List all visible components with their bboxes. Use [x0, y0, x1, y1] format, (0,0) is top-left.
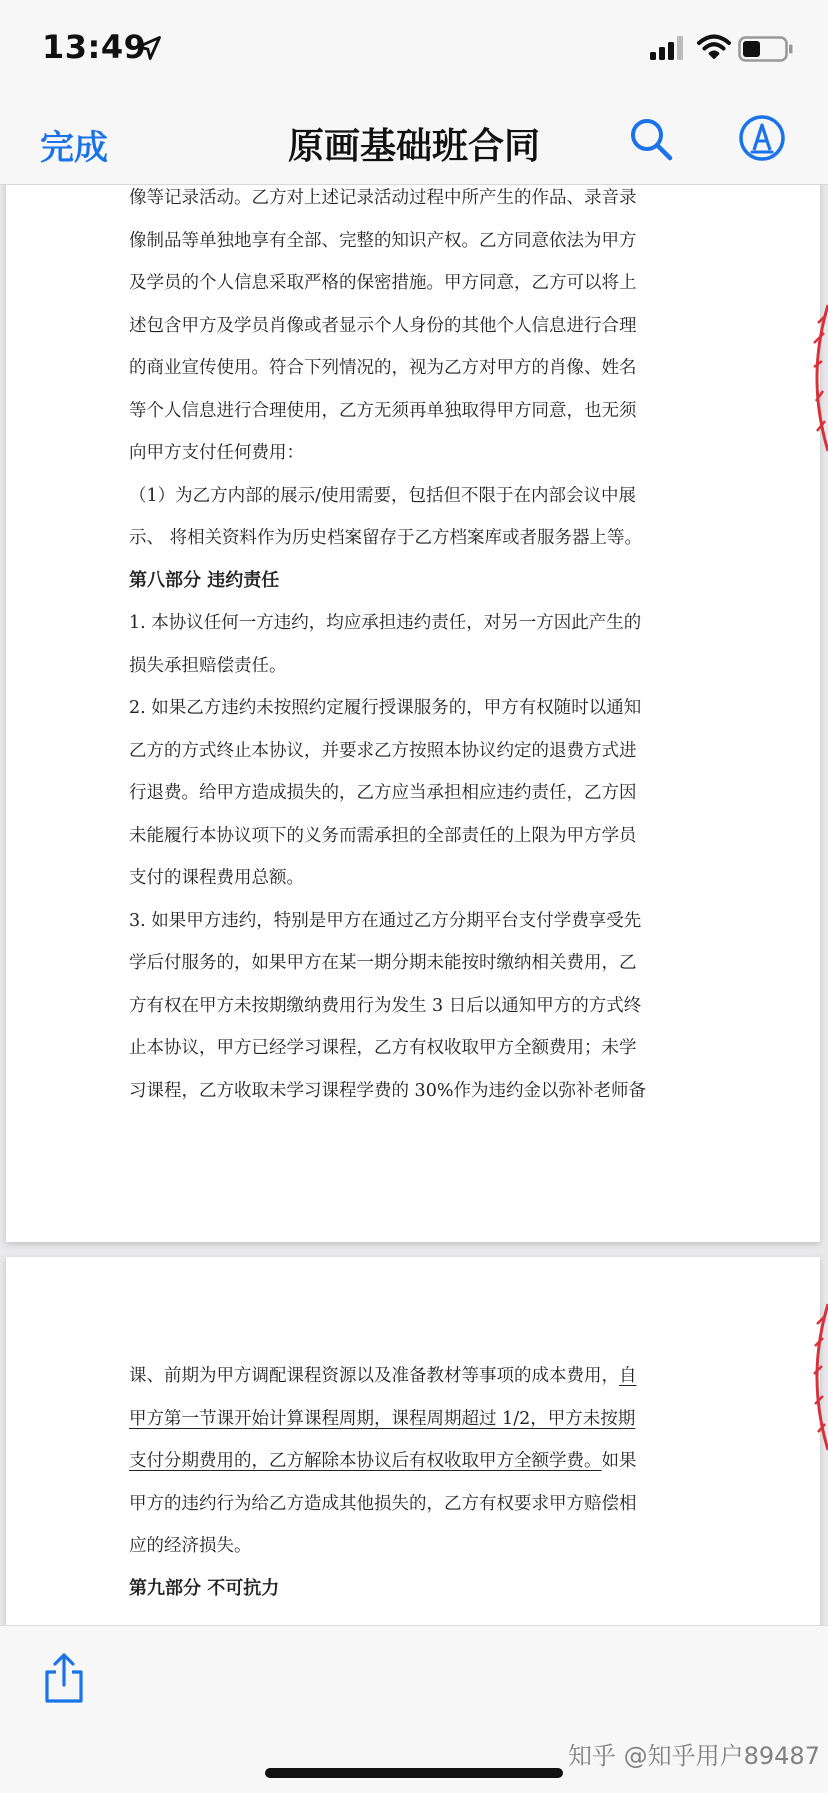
text-line: 向甲方支付任何费用：: [129, 443, 304, 463]
text-line: [129, 1440, 707, 1483]
wifi-icon: [697, 34, 731, 60]
text-line: 未能履行本协议项下的义务而需承担的全部责任的上限为甲方学员: [129, 825, 637, 846]
markup-pen-icon[interactable]: [738, 114, 786, 162]
red-seal-stamp-icon: [802, 303, 828, 453]
page-text: [129, 1355, 707, 1610]
text-line: 2. 如果乙方违约未按照约定履行授课服务的，甲方有权随时以通知: [129, 698, 642, 718]
text-line: 述包含甲方及学员肖像或者显示个人身份的其他个人信息进行合理: [129, 315, 637, 336]
watermark: 知乎 @知乎用户89487: [568, 1742, 820, 1770]
text-line: 甲方的违约行为给乙方造成其他损失的，乙方有权要求甲方赔偿相: [129, 1493, 637, 1514]
cellular-signal-icon: [650, 36, 686, 60]
text-line: [129, 1355, 707, 1398]
battery-icon: [738, 36, 794, 62]
underlined-text: 自: [619, 1366, 637, 1386]
pdf-viewer[interactable]: [0, 185, 828, 1625]
text-line: 等个人信息进行合理使用，乙方无须再单独取得甲方同意，也无须: [129, 400, 637, 421]
text-line: 学后付服务的，如果甲方在某一期分期未能按时缴纳相关费用，乙: [129, 953, 637, 973]
navigation-bar: [0, 90, 828, 185]
text-line: 示、 将相关资料作为历史档案留存于乙方档案库或者服务器上等。: [129, 528, 643, 548]
text-line: （1）为乙方内部的展示/使用需要，包括但不限于在内部会议中展: [129, 485, 637, 506]
document-page: [6, 1257, 820, 1625]
text-line: 方有权在甲方未按期缴纳费用行为发生 3 日后以通知甲方的方式终: [129, 995, 642, 1016]
document-title: 原画基础班合同: [287, 126, 540, 167]
status-bar: [0, 0, 828, 90]
text-line: 行退费。给甲方造成损失的，乙方应当承担相应违约责任，乙方因: [129, 783, 637, 803]
underlined-text: 支付分期费用的，乙方解除本协议后有权收取甲方全额学费。: [129, 1451, 602, 1471]
home-indicator[interactable]: [265, 1768, 563, 1778]
section-heading: 第八部分 违约责任: [129, 569, 280, 591]
text-line: 支付的课程费用总额。: [129, 868, 304, 888]
red-seal-stamp-icon: [802, 1302, 828, 1452]
status-time: 13:49: [42, 28, 147, 66]
text-line: 及学员的个人信息采取严格的保密措施。甲方同意，乙方可以将上: [129, 273, 637, 293]
text-span: 如果: [601, 1451, 637, 1471]
text-line: 的商业宣传使用。符合下列情况的，视为乙方对甲方的肖像、姓名: [129, 358, 637, 378]
underlined-text: 甲方第一节课开始计算课程周期，课程周期超过 1/2，甲方未按期: [129, 1408, 636, 1429]
text-span: 课、前期为甲方调配课程资源以及准备教材等事项的成本费用，: [129, 1366, 619, 1386]
text-line: 1. 本协议任何一方违约，均应承担违约责任，对另一方因此产生的: [129, 613, 642, 633]
text-line: 像制品等单独地享有全部、完整的知识产权。乙方同意依法为甲方: [129, 230, 637, 251]
text-line: 3. 如果甲方违约，特别是甲方在通过乙方分期平台支付学费享受先: [129, 910, 642, 931]
location-arrow-icon: [135, 34, 163, 62]
text-line: 习课程，乙方收取未学习课程学费的 30%作为违约金以弥补老师备: [129, 1080, 646, 1101]
section-heading: 第九部分 不可抗力: [129, 1577, 280, 1599]
text-line: 损失承担赔偿责任。: [129, 655, 287, 676]
bottom-toolbar: [0, 1625, 828, 1793]
text-line: 像等记录活动。乙方对上述记录活动过程中所产生的作品、录音录: [129, 188, 637, 208]
search-icon[interactable]: [628, 116, 674, 162]
page-text: [129, 185, 707, 1112]
text-line: 应的经济损失。: [129, 1536, 252, 1556]
text-line: 乙方的方式终止本协议，并要求乙方按照本协议约定的退费方式进: [129, 740, 637, 761]
share-icon[interactable]: [42, 1652, 86, 1704]
text-line: 止本协议，甲方已经学习课程，乙方有权收取甲方全额费用；未学: [129, 1038, 637, 1058]
done-button[interactable]: 完成: [40, 128, 108, 168]
document-page: [6, 185, 820, 1242]
